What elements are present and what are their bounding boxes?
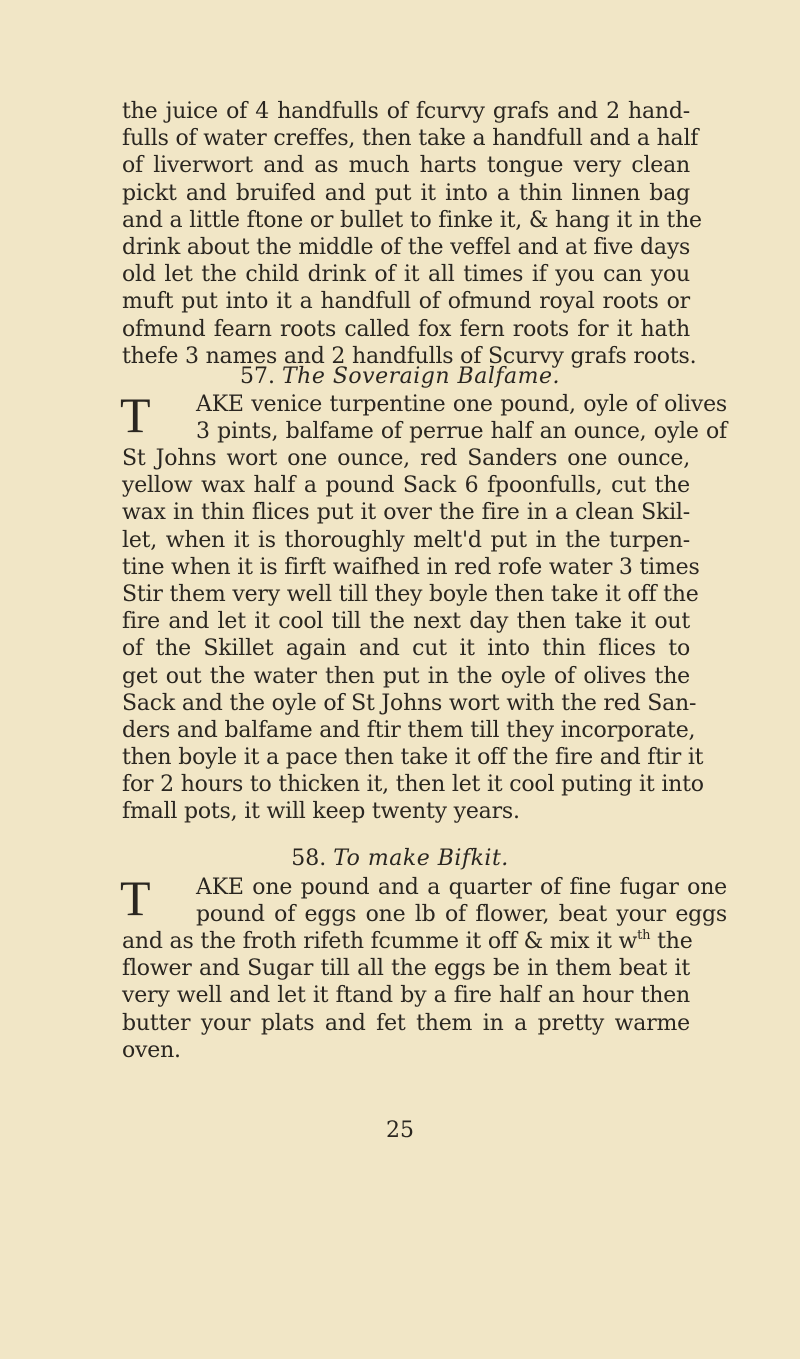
text-line: 3 pints, balfame of perrue half an ounce, oyle of (196, 419, 727, 445)
recipe-58-heading (0, 845, 800, 873)
page-number: 25 (386, 1118, 414, 1143)
recipe-58-body (122, 928, 693, 1064)
superscript: th (637, 928, 651, 943)
text-line: old let the child drink of it all times if you can you (122, 262, 690, 288)
text-line: St Johns wort one ounce, red Sanders one ounce, (122, 446, 690, 471)
recipe-title: The Soveraign Balfame. (282, 364, 560, 389)
text-line: fulls of water creffes, then take a handfull and a half (122, 126, 699, 152)
text-line: let, when it is thoroughly melt'd put in the turpen- (122, 527, 690, 553)
text-line: oven. (122, 1037, 181, 1063)
text-line: then boyle it a pace then take it off the fire and ftir it (122, 745, 704, 771)
text-line: AKE venice turpentine one pound, oyle of olives (196, 392, 727, 417)
text-line: tine when it is firft waifhed in red rofe water 3 times (122, 554, 700, 580)
text-line: wax in thin flices put it over the fire in a clean Skil- (122, 500, 690, 526)
text-line: flower and Sugar till all the eggs be in them beat it (122, 956, 690, 982)
text-line: yellow wax half a pound Sack 6 fpoonfulls, cut the (122, 473, 690, 499)
drop-cap: T (120, 387, 151, 443)
text-line: drink about the middle of the veffel and at five days (122, 234, 691, 260)
recipe-57-opening (196, 391, 727, 445)
text-line: get out the water then put in the oyle of olives the (122, 663, 690, 689)
text-line: ofmund fearn roots called fox fern roots for it hath (122, 316, 690, 342)
text-line: and a little ftone or bullet to finke it, & hang it in the (122, 207, 702, 233)
text-line: the juice of 4 handfulls of fcurvy grafs and 2 hand- (122, 99, 690, 124)
recipe-number: 57. (240, 364, 275, 389)
text-line: Stir them very well till they boyle then take it off the (122, 581, 699, 607)
drop-cap: T (120, 870, 151, 926)
text-line: butter your plats and fet them in a pretty warme (122, 1010, 690, 1036)
text-segment: and as the froth rifeth fcumme it off & mix it w (122, 929, 638, 954)
text-line (122, 928, 693, 955)
text-line: of the Skillet again and cut it into thin flices to (122, 636, 690, 662)
text-line: ders and balfame and ftir them till they incorporate, (122, 717, 696, 743)
text-line: pound of eggs one lb of flower, beat your eggs (196, 902, 727, 928)
top-paragraph (122, 98, 702, 370)
text-line: for 2 hours to thicken it, then let it cool puting it into (122, 772, 704, 798)
text-line: very well and let it ftand by a fire half an hour then (122, 983, 690, 1009)
text-line: Sack and the oyle of St Johns wort with the red San- (122, 690, 697, 716)
recipe-title: To make Bifkit. (333, 846, 509, 871)
text-line: thefe 3 names and 2 handfulls of Scurvy grafs roots. (122, 343, 697, 369)
text-line: fmall pots, it will keep twenty years. (122, 799, 520, 825)
text-line: of liverwort and as much harts tongue very clean (122, 153, 690, 179)
text-line: muft put into it a handfull of ofmund royal roots or (122, 289, 690, 315)
text-line: fire and let it cool till the next day then take it out (122, 609, 690, 635)
text-line: pickt and bruifed and put it into a thin linnen bag (122, 180, 690, 206)
text-line: AKE one pound and a quarter of fine fugar one (196, 875, 727, 900)
text-segment: the (650, 929, 693, 954)
recipe-57-body (122, 445, 704, 826)
recipe-58-opening (196, 874, 727, 928)
recipe-number: 58. (291, 846, 327, 871)
